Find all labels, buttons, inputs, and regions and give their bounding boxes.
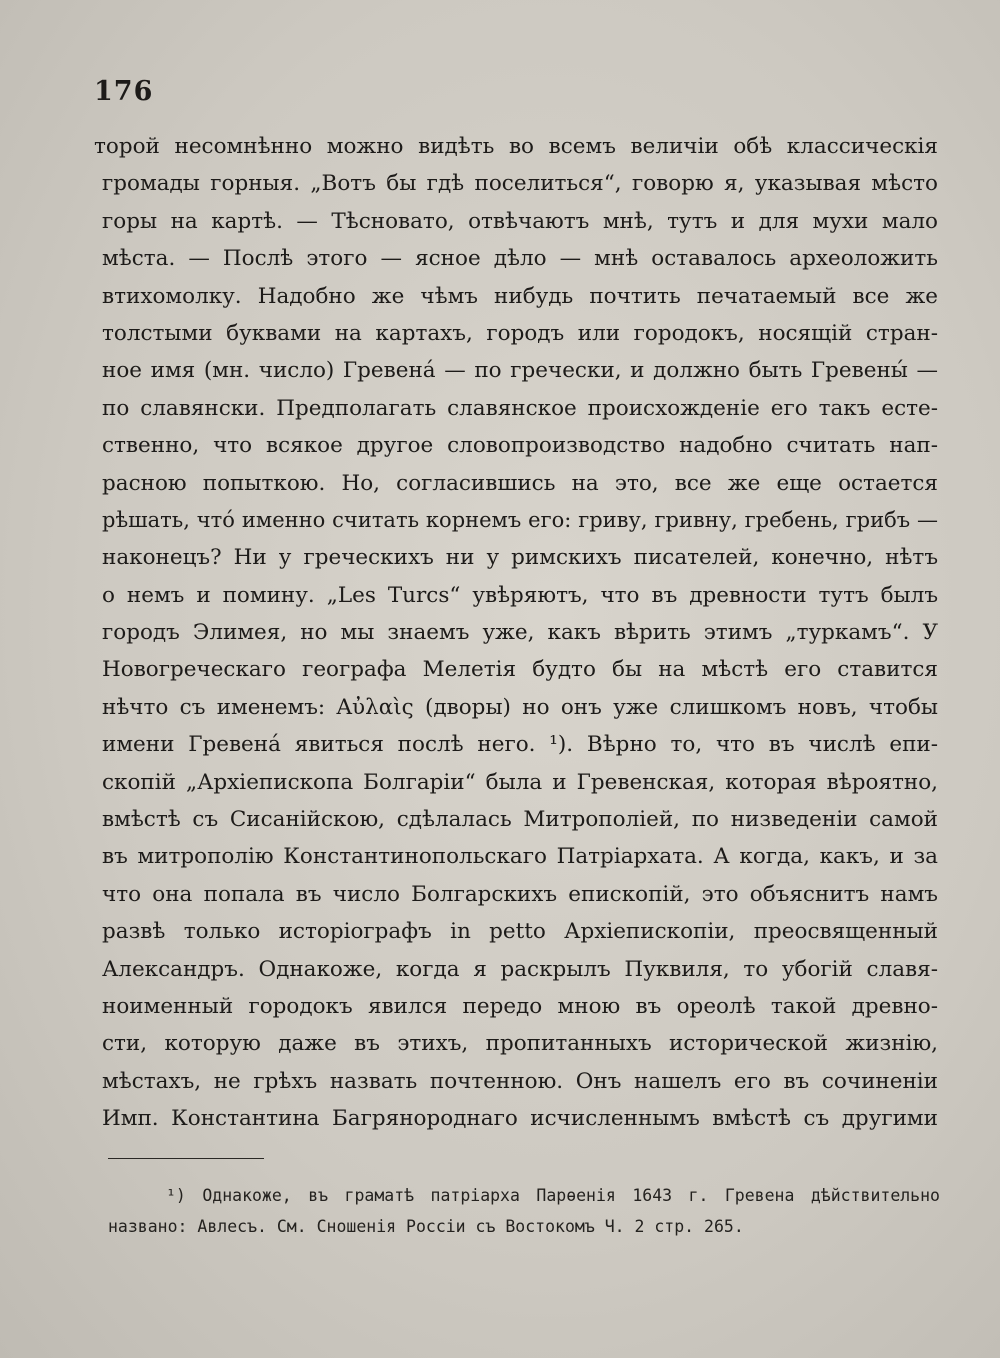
text-line: наконецъ? Ни у греческихъ ни у римскихъ писателей, конечно, нѣтъ: [102, 545, 938, 571]
text-line: по славянски. Предполагать славянское происхожденіе его такъ есте-: [102, 395, 938, 421]
text-line: мѣста. — Послѣ этого — ясное дѣло — мнѣ оставалось археоложить: [102, 246, 938, 272]
text-line: сти, которую даже въ этихъ, пропитанныхъ исторической жизнію,: [102, 1031, 938, 1057]
text-line: скопій „Архіепископа Болгаріи“ была и Гревенская, которая вѣроятно,: [102, 769, 938, 795]
text-line: расною попыткою. Но, согласившись на это, все же еще остается: [102, 470, 938, 496]
text-line: городъ Элимея, но мы знаемъ уже, какъ вѣрить этимъ „туркамъ“. У: [102, 620, 938, 646]
text-line: что она попала въ число Болгарскихъ епископій, это объяснитъ намъ: [102, 881, 938, 907]
text-line: толстыми буквами на картахъ, городъ или городокъ, носящій стран-: [102, 320, 938, 346]
text-line: въ митрополію Константинопольскаго Патріархата. А когда, какъ, и за: [102, 844, 938, 870]
text-line: о немъ и помину. „Les Turcs“ увѣряютъ, что въ древности тутъ былъ: [102, 582, 938, 608]
text-line: ноименный городокъ явился передо мною въ ореолѣ такой древно-: [102, 993, 938, 1019]
body-text: [94, 128, 938, 1138]
text-line: вмѣстѣ съ Сисанійскою, сдѣлалась Митрополіей, по низведеніи самой: [102, 807, 938, 833]
text-line: горы на картѣ. — Тѣсновато, отвѣчаютъ мнѣ, тутъ и для мухи мало: [102, 208, 938, 234]
text-line: торой несомнѣнно можно видѣть во всемъ величіи обѣ классическія: [94, 134, 938, 159]
footnote: [108, 1180, 940, 1242]
page-number: 176: [94, 76, 154, 107]
footnote-divider: [108, 1158, 264, 1159]
text-line: Александръ. Однакоже, когда я раскрылъ Пуквиля, то убогій славя-: [102, 956, 938, 982]
footnote-line: названо: Авлесъ. См. Сношенія Россіи съ Востокомъ Ч. 2 стр. 265.: [108, 1217, 744, 1236]
text-line: рѣшать, что́ именно считать корнемъ его: гриву, гривну, гребень, грибъ —: [102, 507, 938, 532]
text-line: имени Гревена́ явиться послѣ него. ¹). Вѣрно то, что въ числѣ епи-: [102, 732, 938, 758]
footnote-line: ¹) Однакоже, въ граматѣ патріарха Парѳенія 1643 г. Гревена дѣйствительно: [166, 1186, 940, 1205]
text-line: громады горныя. „Вотъ бы гдѣ поселиться“, говорю я, указывая мѣсто: [102, 171, 938, 197]
text-line: нѣчто съ именемъ: Αὐλαὶς (дворы) но онъ уже слишкомъ новъ, чтобы: [102, 694, 938, 720]
text-line: втихомолку. Надобно же чѣмъ нибудь почтить печатаемый все же: [102, 283, 938, 309]
text-line: ное имя (мн. число) Гревена́ — по гречески, и должно быть Гревены́ —: [102, 358, 938, 384]
text-line: Новогреческаго географа Мелетія будто бы на мѣстѣ его ставится: [102, 657, 938, 683]
text-line: мѣстахъ, не грѣхъ назвать почтенною. Онъ нашелъ его въ сочиненіи: [102, 1068, 938, 1094]
text-line: ственно, что всякое другое словопроизводство надобно считать нап-: [102, 433, 938, 459]
text-line: развѣ только исторіографъ in petto Архіепископіи, преосвященный: [102, 919, 938, 945]
text-line: Имп. Константина Багрянороднаго исчисленнымъ вмѣстѣ съ другими: [102, 1106, 938, 1132]
